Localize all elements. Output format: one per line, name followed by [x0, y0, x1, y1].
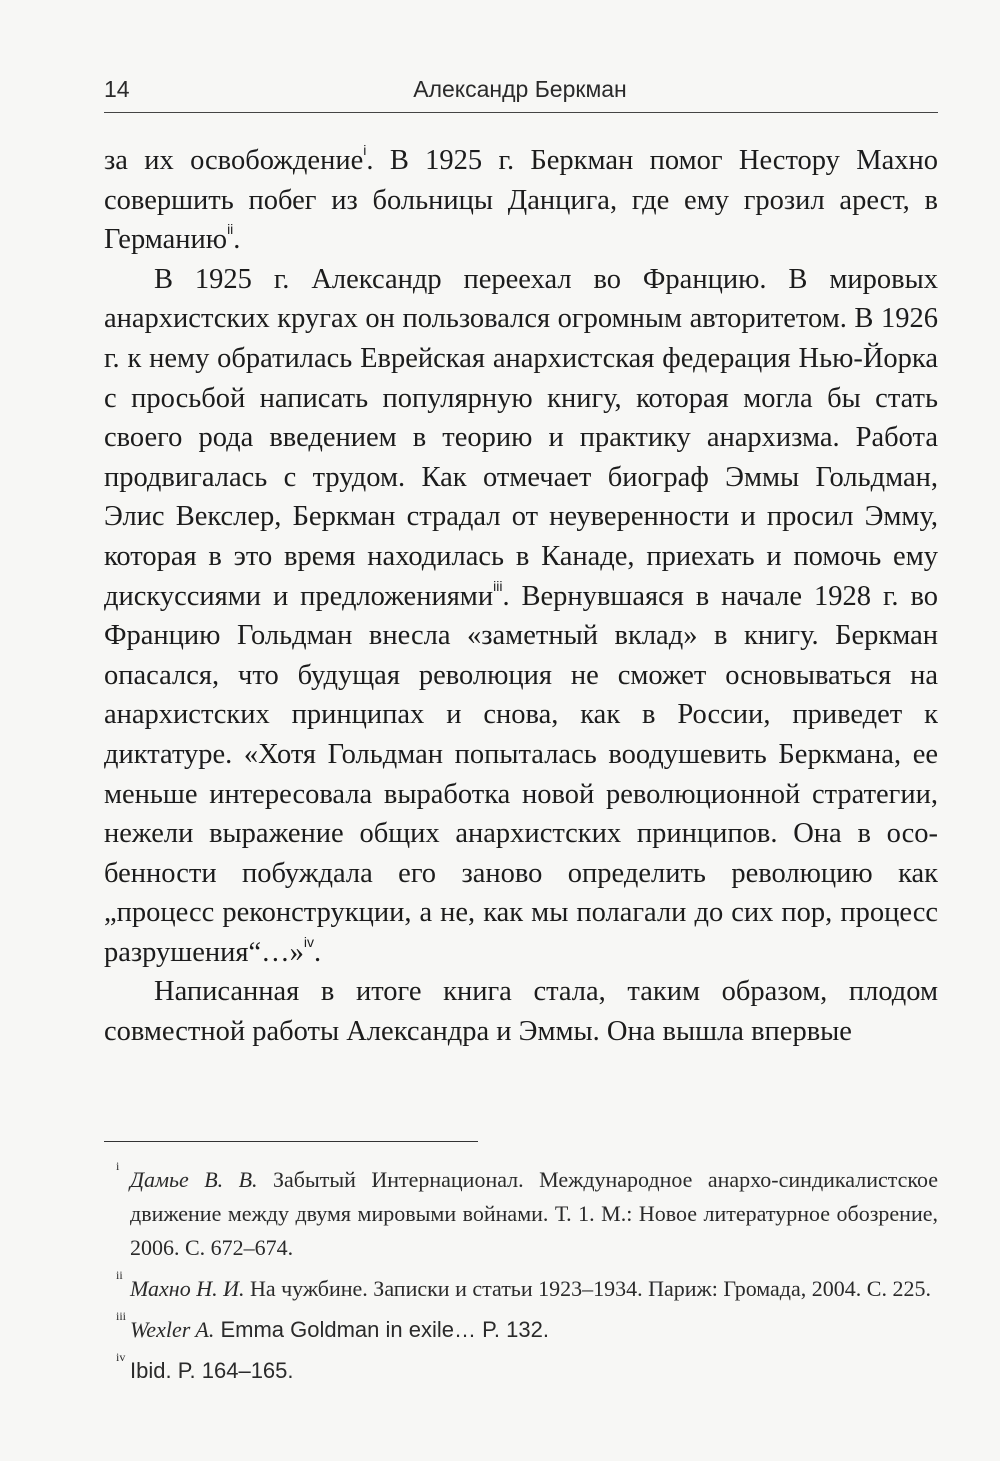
page-number: 14: [104, 76, 130, 102]
paragraph-2-text-a: В 1925 г. Александр переехал во Францию. В мировых анархистских кругах он пользовался огромным авторитетом. В 1926 г. к нему обратилась Еврейская анархистская федерация Нью-Йорка с просьбой написать популярную книгу, которая могла бы стать своего рода введением в теорию и практику анархизма. Работа продвигалась с трудом. Как отмечает биограф Эммы Гольдман, Элис Векслер, Беркман страдал от неуверенности и просил Эмму, которая в это время находилась в Канаде, приехать и помочь ему дискуссиями и предложениями: [104, 263, 938, 612]
paragraph-2: [104, 260, 938, 973]
paragraph-3-text: Написанная в итоге книга стала, таким образом, плодом совместной работы Александра и Эммы. Она вышла впервые: [104, 976, 938, 1048]
footnote-text: Emma Goldman in exile… P. 132.: [214, 1317, 549, 1342]
footnote-ref-iv[interactable]: iv: [303, 933, 315, 950]
main-text: [104, 141, 938, 1052]
footnote-ii: [104, 1268, 938, 1306]
footnote-marker: iv: [116, 1350, 126, 1364]
running-title: Александр Беркман: [413, 76, 627, 102]
footnote-author: Дамье В. В.: [130, 1167, 258, 1192]
footnote-text: Забытый Интернационал. Международное анархо-синдикалистское движение между двумя мировыми войнами. Т. 1. М.: Новое литературное обозрение, 2006. С. 672–674.: [130, 1167, 938, 1260]
footnote-text: Ibid. P. 164–165.: [130, 1358, 294, 1383]
footnote-text: На чужбине. Записки и статьи 1923–1934. Париж: Громада, 2004. С. 225.: [244, 1276, 931, 1301]
running-head: [104, 60, 936, 112]
footnote-author: Махно Н. И.: [130, 1276, 245, 1301]
footnote-ref-ii[interactable]: ii: [227, 221, 234, 238]
footnote-i: [104, 1159, 938, 1265]
footnote-marker: ii: [116, 1268, 123, 1282]
header-divider: [104, 112, 938, 113]
footnotes: [104, 1159, 938, 1395]
paragraph-3: [104, 972, 938, 1051]
footnote-author: Wexler A.: [130, 1317, 215, 1342]
footnote-marker: i: [116, 1159, 120, 1173]
footnote-ref-i[interactable]: i: [363, 142, 367, 158]
footnote-ref-iii[interactable]: iii: [493, 577, 503, 594]
footnote-divider: [104, 1141, 478, 1142]
paragraph-1: [104, 141, 938, 260]
footnote-marker: iii: [116, 1309, 127, 1323]
paragraph-1-text-c: .: [233, 224, 241, 256]
footnote-iii: [104, 1309, 938, 1347]
paragraph-1-text-b: . В 1925 г. Беркман помог Нестору Махно совершить побег из больницы Данцига, где ему грозил арест, в Германию: [104, 145, 938, 256]
paragraph-2-text-c: .: [314, 936, 322, 968]
paragraph-2-text-b: . Вернувшаяся в начале 1928 г. во Францию Гольдман внесла «заметный вклад» в книгу. Беркман опасался, что будущая революция не сможет основываться на анархистских принципах и снова, как в России, приведет к диктатуре. «Хотя Гольдман попыталась воодушевить Беркмана, ее меньше интересовала выработка новой революционной стратегии, нежели выражение общих анархистских принципов. Она в особенности побуждала его заново определить революцию как „процесс реконструкции, а не, как мы полагали до сих пор, процесс разрушения“…»: [104, 580, 938, 968]
paragraph-1-text-a: за их освобождение: [104, 145, 364, 176]
footnote-iv: [104, 1350, 938, 1388]
